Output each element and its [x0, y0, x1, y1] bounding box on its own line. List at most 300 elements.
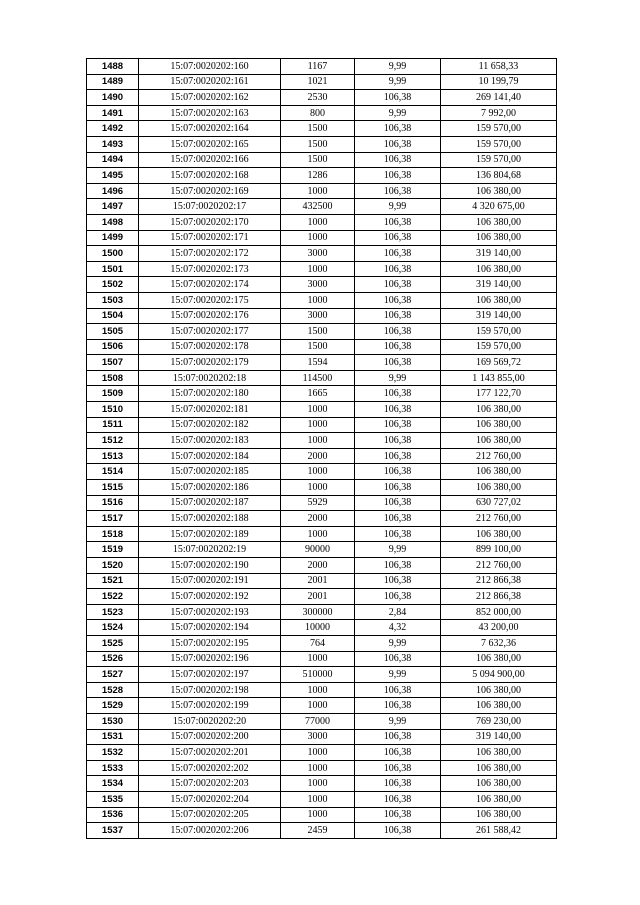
area-cell: 1000 — [281, 526, 355, 542]
area-cell: 2530 — [281, 90, 355, 106]
row-number-cell: 1489 — [87, 74, 139, 90]
area-cell: 2000 — [281, 558, 355, 574]
value-cell: 106 380,00 — [441, 214, 557, 230]
rate-cell: 106,38 — [355, 480, 441, 496]
rate-cell: 9,99 — [355, 199, 441, 215]
value-cell: 106 380,00 — [441, 230, 557, 246]
table-row — [87, 713, 557, 729]
rate-cell: 9,99 — [355, 542, 441, 558]
area-cell: 1000 — [281, 230, 355, 246]
table-row — [87, 355, 557, 371]
value-cell: 106 380,00 — [441, 651, 557, 667]
row-number-cell: 1531 — [87, 729, 139, 745]
table-row — [87, 292, 557, 308]
area-cell: 3000 — [281, 277, 355, 293]
rate-cell: 106,38 — [355, 589, 441, 605]
table-row — [87, 261, 557, 277]
table-row — [87, 823, 557, 839]
cadastral-number-cell: 15:07:0020202:189 — [139, 526, 281, 542]
value-cell: 212 760,00 — [441, 558, 557, 574]
cadastral-number-cell: 15:07:0020202:183 — [139, 433, 281, 449]
cadastral-number-cell: 15:07:0020202:188 — [139, 511, 281, 527]
row-number-cell: 1501 — [87, 261, 139, 277]
row-number-cell: 1526 — [87, 651, 139, 667]
area-cell: 1500 — [281, 339, 355, 355]
cadastral-number-cell: 15:07:0020202:179 — [139, 355, 281, 371]
area-cell: 1167 — [281, 59, 355, 75]
value-cell: 106 380,00 — [441, 183, 557, 199]
area-cell: 1500 — [281, 324, 355, 340]
row-number-cell: 1530 — [87, 713, 139, 729]
area-cell: 3000 — [281, 246, 355, 262]
rate-cell: 106,38 — [355, 230, 441, 246]
rate-cell: 106,38 — [355, 807, 441, 823]
area-cell: 1000 — [281, 433, 355, 449]
value-cell: 106 380,00 — [441, 480, 557, 496]
value-cell: 106 380,00 — [441, 417, 557, 433]
cadastral-number-cell: 15:07:0020202:164 — [139, 121, 281, 137]
area-cell: 2000 — [281, 448, 355, 464]
value-cell: 159 570,00 — [441, 339, 557, 355]
area-cell: 800 — [281, 105, 355, 121]
cadastral-number-cell: 15:07:0020202:205 — [139, 807, 281, 823]
rate-cell: 106,38 — [355, 558, 441, 574]
value-cell: 106 380,00 — [441, 745, 557, 761]
table-row — [87, 370, 557, 386]
rate-cell: 106,38 — [355, 745, 441, 761]
rate-cell: 106,38 — [355, 791, 441, 807]
area-cell: 1000 — [281, 183, 355, 199]
rate-cell: 106,38 — [355, 573, 441, 589]
row-number-cell: 1533 — [87, 760, 139, 776]
cadastral-value-table — [86, 58, 557, 839]
area-cell: 1000 — [281, 807, 355, 823]
value-cell: 177 122,70 — [441, 386, 557, 402]
table-row — [87, 136, 557, 152]
table-row — [87, 417, 557, 433]
area-cell: 1000 — [281, 402, 355, 418]
cadastral-number-cell: 15:07:0020202:170 — [139, 214, 281, 230]
value-cell: 212 760,00 — [441, 448, 557, 464]
rate-cell: 106,38 — [355, 136, 441, 152]
area-cell: 1000 — [281, 776, 355, 792]
row-number-cell: 1496 — [87, 183, 139, 199]
cadastral-number-cell: 15:07:0020202:178 — [139, 339, 281, 355]
value-cell: 159 570,00 — [441, 136, 557, 152]
value-cell: 319 140,00 — [441, 308, 557, 324]
row-number-cell: 1537 — [87, 823, 139, 839]
table-row — [87, 526, 557, 542]
cadastral-number-cell: 15:07:0020202:185 — [139, 464, 281, 480]
rate-cell: 106,38 — [355, 433, 441, 449]
area-cell: 5929 — [281, 495, 355, 511]
value-cell: 169 569,72 — [441, 355, 557, 371]
cadastral-number-cell: 15:07:0020202:196 — [139, 651, 281, 667]
row-number-cell: 1535 — [87, 791, 139, 807]
rate-cell: 106,38 — [355, 277, 441, 293]
value-cell: 106 380,00 — [441, 776, 557, 792]
area-cell: 1500 — [281, 152, 355, 168]
cadastral-number-cell: 15:07:0020202:20 — [139, 713, 281, 729]
table-row — [87, 277, 557, 293]
table-row — [87, 214, 557, 230]
value-cell: 106 380,00 — [441, 402, 557, 418]
value-cell: 106 380,00 — [441, 698, 557, 714]
cadastral-number-cell: 15:07:0020202:181 — [139, 402, 281, 418]
row-number-cell: 1532 — [87, 745, 139, 761]
row-number-cell: 1516 — [87, 495, 139, 511]
area-cell: 432500 — [281, 199, 355, 215]
area-cell: 1000 — [281, 464, 355, 480]
cadastral-number-cell: 15:07:0020202:177 — [139, 324, 281, 340]
row-number-cell: 1518 — [87, 526, 139, 542]
table-row — [87, 324, 557, 340]
cadastral-number-cell: 15:07:0020202:175 — [139, 292, 281, 308]
table-row — [87, 558, 557, 574]
cadastral-number-cell: 15:07:0020202:204 — [139, 791, 281, 807]
table-row — [87, 635, 557, 651]
table-row — [87, 464, 557, 480]
cadastral-number-cell: 15:07:0020202:17 — [139, 199, 281, 215]
table-row — [87, 807, 557, 823]
row-number-cell: 1488 — [87, 59, 139, 75]
cadastral-number-cell: 15:07:0020202:182 — [139, 417, 281, 433]
row-number-cell: 1490 — [87, 90, 139, 106]
row-number-cell: 1502 — [87, 277, 139, 293]
row-number-cell: 1508 — [87, 370, 139, 386]
cadastral-number-cell: 15:07:0020202:194 — [139, 620, 281, 636]
area-cell: 2459 — [281, 823, 355, 839]
cadastral-number-cell: 15:07:0020202:168 — [139, 168, 281, 184]
rate-cell: 2,84 — [355, 604, 441, 620]
rate-cell: 106,38 — [355, 464, 441, 480]
cadastral-number-cell: 15:07:0020202:18 — [139, 370, 281, 386]
row-number-cell: 1520 — [87, 558, 139, 574]
rate-cell: 106,38 — [355, 308, 441, 324]
area-cell: 1000 — [281, 698, 355, 714]
value-cell: 269 141,40 — [441, 90, 557, 106]
value-cell: 319 140,00 — [441, 246, 557, 262]
area-cell: 1000 — [281, 261, 355, 277]
rate-cell: 106,38 — [355, 526, 441, 542]
value-cell: 106 380,00 — [441, 464, 557, 480]
row-number-cell: 1498 — [87, 214, 139, 230]
row-number-cell: 1527 — [87, 667, 139, 683]
row-number-cell: 1519 — [87, 542, 139, 558]
table-row — [87, 604, 557, 620]
value-cell: 43 200,00 — [441, 620, 557, 636]
row-number-cell: 1493 — [87, 136, 139, 152]
cadastral-number-cell: 15:07:0020202:201 — [139, 745, 281, 761]
value-cell: 106 380,00 — [441, 526, 557, 542]
table-row — [87, 667, 557, 683]
table-row — [87, 480, 557, 496]
cadastral-number-cell: 15:07:0020202:173 — [139, 261, 281, 277]
rate-cell: 106,38 — [355, 90, 441, 106]
cadastral-number-cell: 15:07:0020202:186 — [139, 480, 281, 496]
table-row — [87, 511, 557, 527]
area-cell: 1286 — [281, 168, 355, 184]
table-row — [87, 230, 557, 246]
table-row — [87, 246, 557, 262]
row-number-cell: 1528 — [87, 682, 139, 698]
rate-cell: 106,38 — [355, 511, 441, 527]
rate-cell: 106,38 — [355, 402, 441, 418]
table-row — [87, 495, 557, 511]
area-cell: 764 — [281, 635, 355, 651]
value-cell: 4 320 675,00 — [441, 199, 557, 215]
rate-cell: 106,38 — [355, 152, 441, 168]
row-number-cell: 1510 — [87, 402, 139, 418]
table-row — [87, 90, 557, 106]
row-number-cell: 1494 — [87, 152, 139, 168]
table-row — [87, 308, 557, 324]
row-number-cell: 1515 — [87, 480, 139, 496]
value-cell: 852 000,00 — [441, 604, 557, 620]
area-cell: 1000 — [281, 417, 355, 433]
cadastral-number-cell: 15:07:0020202:180 — [139, 386, 281, 402]
rate-cell: 106,38 — [355, 495, 441, 511]
table-row — [87, 199, 557, 215]
value-cell: 159 570,00 — [441, 121, 557, 137]
value-cell: 7 992,00 — [441, 105, 557, 121]
value-cell: 319 140,00 — [441, 277, 557, 293]
value-cell: 319 140,00 — [441, 729, 557, 745]
area-cell: 1665 — [281, 386, 355, 402]
table-row — [87, 168, 557, 184]
row-number-cell: 1523 — [87, 604, 139, 620]
row-number-cell: 1491 — [87, 105, 139, 121]
area-cell: 77000 — [281, 713, 355, 729]
table-row — [87, 339, 557, 355]
value-cell: 630 727,02 — [441, 495, 557, 511]
row-number-cell: 1512 — [87, 433, 139, 449]
cadastral-number-cell: 15:07:0020202:19 — [139, 542, 281, 558]
rate-cell: 106,38 — [355, 168, 441, 184]
table-row — [87, 542, 557, 558]
value-cell: 5 094 900,00 — [441, 667, 557, 683]
row-number-cell: 1499 — [87, 230, 139, 246]
value-cell: 212 760,00 — [441, 511, 557, 527]
cadastral-number-cell: 15:07:0020202:166 — [139, 152, 281, 168]
row-number-cell: 1504 — [87, 308, 139, 324]
area-cell: 114500 — [281, 370, 355, 386]
area-cell: 10000 — [281, 620, 355, 636]
cadastral-number-cell: 15:07:0020202:197 — [139, 667, 281, 683]
row-number-cell: 1514 — [87, 464, 139, 480]
row-number-cell: 1495 — [87, 168, 139, 184]
value-cell: 159 570,00 — [441, 152, 557, 168]
rate-cell: 106,38 — [355, 760, 441, 776]
area-cell: 1000 — [281, 651, 355, 667]
rate-cell: 106,38 — [355, 651, 441, 667]
cadastral-number-cell: 15:07:0020202:199 — [139, 698, 281, 714]
rate-cell: 106,38 — [355, 214, 441, 230]
table-row — [87, 573, 557, 589]
value-cell: 106 380,00 — [441, 760, 557, 776]
cadastral-number-cell: 15:07:0020202:191 — [139, 573, 281, 589]
rate-cell: 9,99 — [355, 667, 441, 683]
value-cell: 212 866,38 — [441, 573, 557, 589]
value-cell: 159 570,00 — [441, 324, 557, 340]
value-cell: 7 632,36 — [441, 635, 557, 651]
value-cell: 1 143 855,00 — [441, 370, 557, 386]
table-row — [87, 386, 557, 402]
value-cell: 136 804,68 — [441, 168, 557, 184]
cadastral-number-cell: 15:07:0020202:163 — [139, 105, 281, 121]
rate-cell: 106,38 — [355, 776, 441, 792]
table-row — [87, 448, 557, 464]
row-number-cell: 1507 — [87, 355, 139, 371]
rate-cell: 106,38 — [355, 355, 441, 371]
cadastral-number-cell: 15:07:0020202:184 — [139, 448, 281, 464]
row-number-cell: 1524 — [87, 620, 139, 636]
value-cell: 106 380,00 — [441, 682, 557, 698]
rate-cell: 106,38 — [355, 324, 441, 340]
area-cell: 300000 — [281, 604, 355, 620]
area-cell: 510000 — [281, 667, 355, 683]
row-number-cell: 1503 — [87, 292, 139, 308]
cadastral-number-cell: 15:07:0020202:161 — [139, 74, 281, 90]
area-cell: 2000 — [281, 511, 355, 527]
rate-cell: 9,99 — [355, 74, 441, 90]
area-cell: 1594 — [281, 355, 355, 371]
area-cell: 1500 — [281, 136, 355, 152]
cadastral-number-cell: 15:07:0020202:171 — [139, 230, 281, 246]
area-cell: 1000 — [281, 745, 355, 761]
table-row — [87, 121, 557, 137]
cadastral-number-cell: 15:07:0020202:162 — [139, 90, 281, 106]
rate-cell: 106,38 — [355, 448, 441, 464]
row-number-cell: 1522 — [87, 589, 139, 605]
table-row — [87, 402, 557, 418]
table-row — [87, 433, 557, 449]
table-row — [87, 698, 557, 714]
rate-cell: 106,38 — [355, 183, 441, 199]
value-cell: 261 588,42 — [441, 823, 557, 839]
row-number-cell: 1506 — [87, 339, 139, 355]
cadastral-number-cell: 15:07:0020202:202 — [139, 760, 281, 776]
rate-cell: 9,99 — [355, 713, 441, 729]
row-number-cell: 1505 — [87, 324, 139, 340]
value-cell: 212 866,38 — [441, 589, 557, 605]
rate-cell: 106,38 — [355, 339, 441, 355]
table-row — [87, 620, 557, 636]
area-cell: 1000 — [281, 292, 355, 308]
table-row — [87, 682, 557, 698]
value-cell: 106 380,00 — [441, 791, 557, 807]
cadastral-number-cell: 15:07:0020202:174 — [139, 277, 281, 293]
rate-cell: 106,38 — [355, 417, 441, 433]
value-cell: 899 100,00 — [441, 542, 557, 558]
rate-cell: 106,38 — [355, 246, 441, 262]
cadastral-number-cell: 15:07:0020202:193 — [139, 604, 281, 620]
value-cell: 106 380,00 — [441, 433, 557, 449]
cadastral-number-cell: 15:07:0020202:160 — [139, 59, 281, 75]
table-body — [87, 59, 557, 839]
table-row — [87, 589, 557, 605]
cadastral-number-cell: 15:07:0020202:200 — [139, 729, 281, 745]
table-row — [87, 152, 557, 168]
table-row — [87, 74, 557, 90]
row-number-cell: 1521 — [87, 573, 139, 589]
row-number-cell: 1497 — [87, 199, 139, 215]
row-number-cell: 1492 — [87, 121, 139, 137]
row-number-cell: 1529 — [87, 698, 139, 714]
rate-cell: 106,38 — [355, 682, 441, 698]
cadastral-number-cell: 15:07:0020202:192 — [139, 589, 281, 605]
area-cell: 3000 — [281, 729, 355, 745]
table-row — [87, 729, 557, 745]
table-row — [87, 760, 557, 776]
table-row — [87, 59, 557, 75]
cadastral-number-cell: 15:07:0020202:169 — [139, 183, 281, 199]
rate-cell: 106,38 — [355, 261, 441, 277]
value-cell: 11 658,33 — [441, 59, 557, 75]
area-cell: 2001 — [281, 589, 355, 605]
value-cell: 10 199,79 — [441, 74, 557, 90]
cadastral-number-cell: 15:07:0020202:190 — [139, 558, 281, 574]
row-number-cell: 1511 — [87, 417, 139, 433]
table-row — [87, 791, 557, 807]
rate-cell: 106,38 — [355, 823, 441, 839]
cadastral-number-cell: 15:07:0020202:187 — [139, 495, 281, 511]
cadastral-number-cell: 15:07:0020202:165 — [139, 136, 281, 152]
area-cell: 1500 — [281, 121, 355, 137]
area-cell: 1000 — [281, 214, 355, 230]
table-row — [87, 776, 557, 792]
table-row — [87, 183, 557, 199]
value-cell: 106 380,00 — [441, 807, 557, 823]
rate-cell: 106,38 — [355, 729, 441, 745]
rate-cell: 9,99 — [355, 635, 441, 651]
area-cell: 1000 — [281, 480, 355, 496]
rate-cell: 9,99 — [355, 370, 441, 386]
value-cell: 106 380,00 — [441, 292, 557, 308]
row-number-cell: 1525 — [87, 635, 139, 651]
value-cell: 769 230,00 — [441, 713, 557, 729]
rate-cell: 9,99 — [355, 59, 441, 75]
cadastral-number-cell: 15:07:0020202:203 — [139, 776, 281, 792]
row-number-cell: 1500 — [87, 246, 139, 262]
rate-cell: 106,38 — [355, 121, 441, 137]
table-row — [87, 745, 557, 761]
area-cell: 1000 — [281, 682, 355, 698]
row-number-cell: 1517 — [87, 511, 139, 527]
area-cell: 1021 — [281, 74, 355, 90]
rate-cell: 4,32 — [355, 620, 441, 636]
area-cell: 1000 — [281, 791, 355, 807]
area-cell: 90000 — [281, 542, 355, 558]
cadastral-number-cell: 15:07:0020202:198 — [139, 682, 281, 698]
row-number-cell: 1536 — [87, 807, 139, 823]
area-cell: 1000 — [281, 760, 355, 776]
row-number-cell: 1534 — [87, 776, 139, 792]
area-cell: 3000 — [281, 308, 355, 324]
rate-cell: 9,99 — [355, 105, 441, 121]
rate-cell: 106,38 — [355, 698, 441, 714]
rate-cell: 106,38 — [355, 386, 441, 402]
rate-cell: 106,38 — [355, 292, 441, 308]
cadastral-number-cell: 15:07:0020202:195 — [139, 635, 281, 651]
row-number-cell: 1509 — [87, 386, 139, 402]
table-row — [87, 651, 557, 667]
row-number-cell: 1513 — [87, 448, 139, 464]
value-cell: 106 380,00 — [441, 261, 557, 277]
cadastral-number-cell: 15:07:0020202:176 — [139, 308, 281, 324]
cadastral-number-cell: 15:07:0020202:206 — [139, 823, 281, 839]
table-row — [87, 105, 557, 121]
